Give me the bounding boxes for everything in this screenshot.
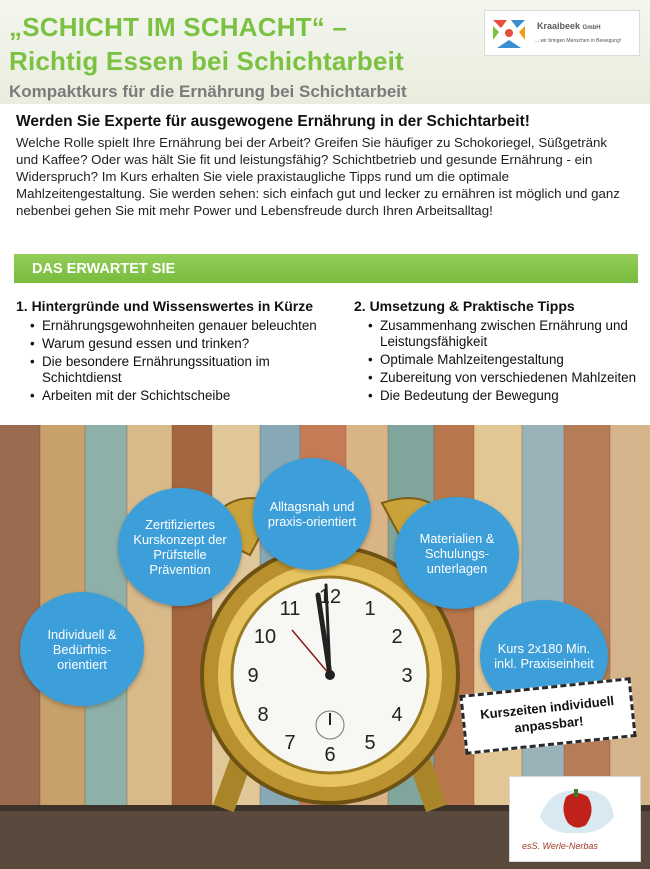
title-line-1: „SCHICHT IM SCHACHT“ – xyxy=(9,12,348,42)
logo-tagline: ... wir bringen Menschen in Bewegung! xyxy=(535,38,622,44)
title-line-2: Richtig Essen bei Schichtarbeit xyxy=(9,46,404,76)
ess-logo xyxy=(509,776,641,862)
kraaibeek-logo xyxy=(484,10,640,56)
section-band-label: DAS ERWARTET SIE xyxy=(32,261,176,277)
list-item: • Zusammenhang zwischen Ernährung und Leistungsfähigkeit xyxy=(354,318,644,350)
column-right xyxy=(354,297,644,406)
list-item: • Warum gesund essen und trinken? xyxy=(16,336,336,352)
list-item: • Zubereitung von verschiedenen Mahlzeiten xyxy=(354,370,644,386)
kraaibeek-logo-icon xyxy=(489,16,529,52)
subtitle: Kompaktkurs für die Ernährung bei Schichtarbeit xyxy=(9,82,407,101)
column-right-list xyxy=(354,318,644,404)
bubble-kurs: Kurs 2x180 Min. inkl. Praxiseinheit xyxy=(480,600,608,712)
ess-logo-text: esS. Werle-Nerbas xyxy=(522,841,598,851)
clock-numeral-2: 2 xyxy=(391,626,403,648)
column-left-title: 1. Hintergründe und Wissenswertes in Kürze xyxy=(16,298,314,314)
clock-numeral-12: 12 xyxy=(318,586,342,608)
clock-numeral-6: 6 xyxy=(324,744,336,766)
column-left-list xyxy=(16,318,336,404)
list-item: • Optimale Mahlzeitengestaltung xyxy=(354,352,644,368)
bubble-materialien: Materialien & Schulungs-unterlagen xyxy=(395,497,519,609)
list-item: • Arbeiten mit der Schichtscheibe xyxy=(16,388,336,404)
clock-numeral-5: 5 xyxy=(364,732,376,754)
bubble-alltagsnah: Alltagsnah und praxis-orientiert xyxy=(253,458,371,570)
pepper-splash-icon xyxy=(510,777,642,841)
clock-numeral-10: 10 xyxy=(253,626,277,648)
intro-heading: Werden Sie Experte für ausgewogene Ernährung in der Schichtarbeit! xyxy=(16,113,530,130)
clock-numeral-8: 8 xyxy=(257,704,269,726)
list-item: • Ernährungsgewohnheiten genauer beleuchten xyxy=(16,318,336,334)
column-left xyxy=(16,297,336,406)
clock-numeral-3: 3 xyxy=(401,665,413,687)
clock-numeral-7: 7 xyxy=(284,732,296,754)
kurszeiten-sticker: Kurszeiten individuell anpassbar! xyxy=(459,677,636,755)
clock-numeral-11: 11 xyxy=(279,598,301,620)
column-right-title: 2. Umsetzung & Praktische Tipps xyxy=(354,298,575,314)
list-item: • Die besondere Ernährungssituation im Schichtdienst xyxy=(16,354,336,386)
bubble-zertifiziert: Zertifiziertes Kurskonzept der Prüfstelle Prävention xyxy=(118,488,242,606)
section-band xyxy=(14,254,638,283)
list-item: • Die Bedeutung der Bewegung xyxy=(354,388,644,404)
bubble-individuell: Individuell & Bedürfnis-orientiert xyxy=(20,592,144,706)
clock-numeral-9: 9 xyxy=(247,665,259,687)
header xyxy=(0,0,650,104)
clock-numeral-4: 4 xyxy=(391,704,403,726)
intro-text: Welche Rolle spielt Ihre Ernährung bei der Arbeit? Greifen Sie häufiger zu Schokoriegel, Süßgetränk und Kaffee? Oder was hält Sie fit und leistungsfähig? Schichtbetrieb und gesunde Ernährung - ein Widerspruch? Im Kurs erhalten Sie viele praxistaugliche Tipps rund um die optimale Mahlzeitengestaltung. Sie werden sehen: sich einfach gut und lecker zu ernähren ist möglich und ganz nebenbei gehen Sie mit mehr Power und Lebensfreude durch Ihren Arbeitsalltag! xyxy=(16,135,620,218)
clock-numeral-1: 1 xyxy=(364,598,376,620)
logo-name: Kraaibeek GmbH xyxy=(537,21,601,31)
